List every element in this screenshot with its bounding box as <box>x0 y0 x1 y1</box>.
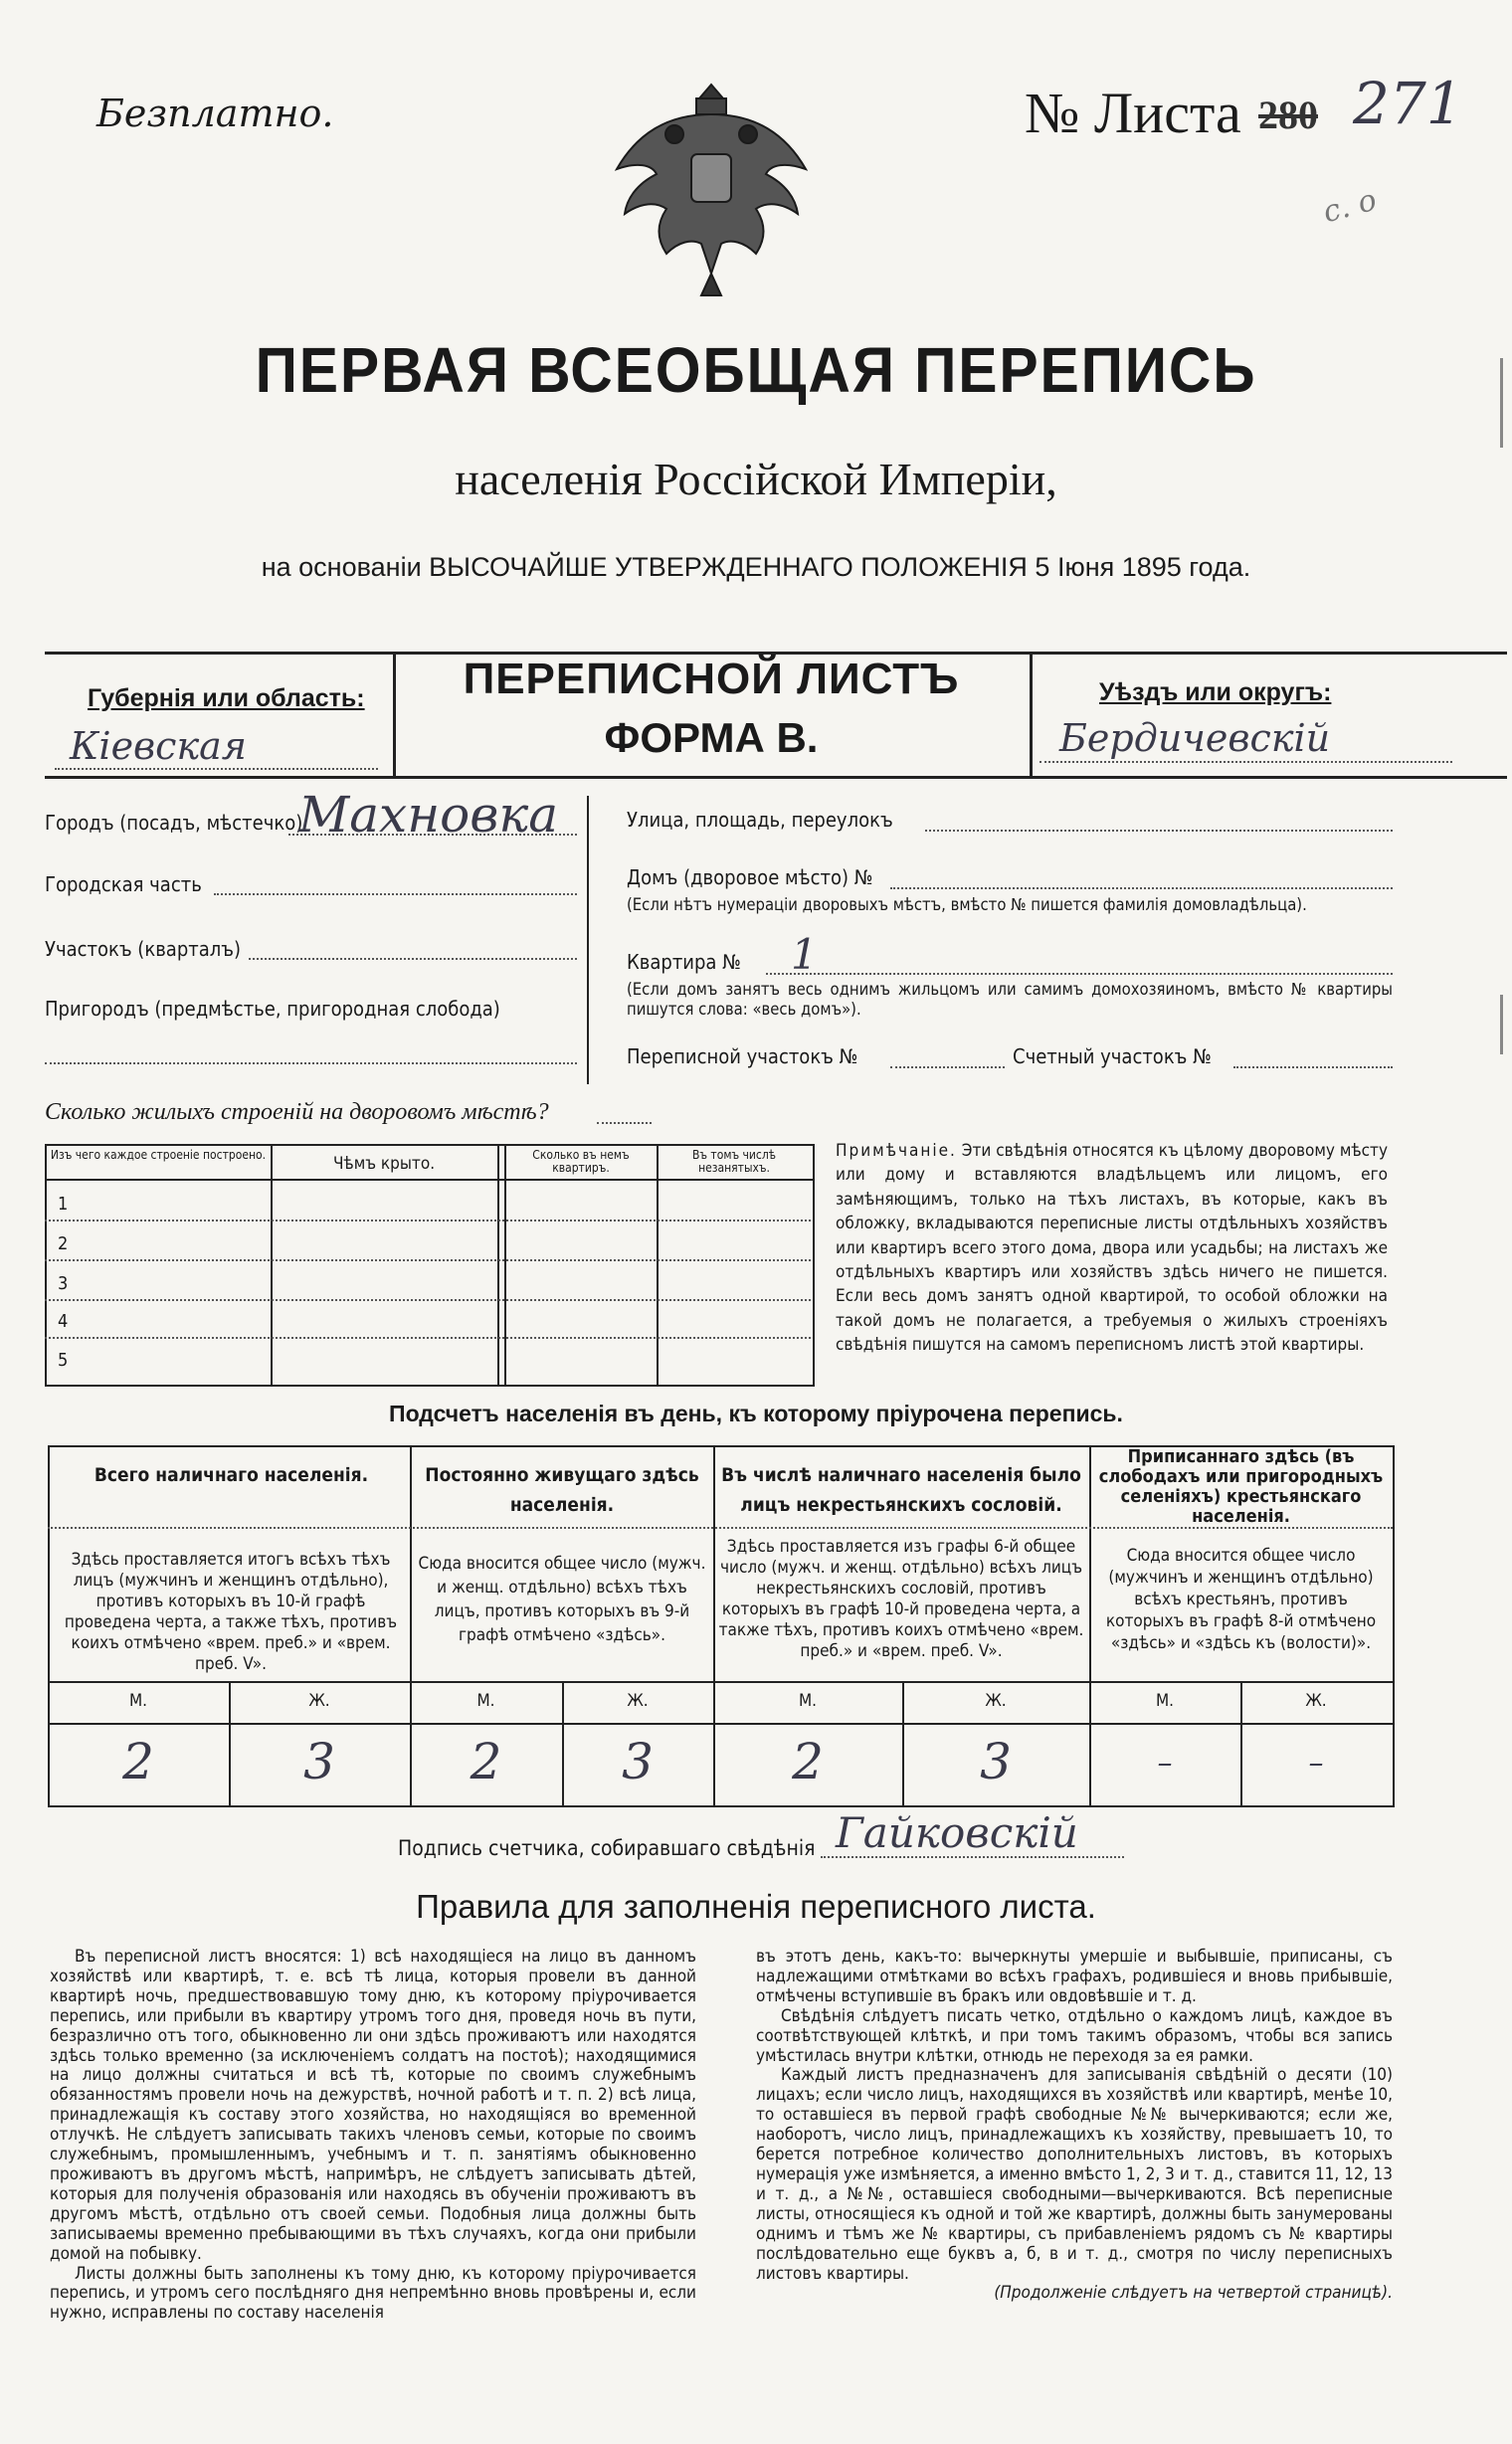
sheet-number-struck: 280 <box>1258 93 1318 137</box>
count-col-total-m-value[interactable]: 2 <box>122 1733 154 1790</box>
sheet-label: № Листа <box>1025 81 1241 145</box>
chast-label: Городская часть <box>45 872 202 896</box>
kvartira-value[interactable]: 1 <box>791 930 818 979</box>
note-text: Эти свѣдѣнія относятся къ цѣлому дворовому мѣсту или дому и вставляются владѣльцемъ или лицомъ, его замѣняющимъ, только на тѣхъ листахъ, въ которые, какъ въ обложку, вкладываются переписные листы отдѣльныхъ хозяйствъ или квартиръ всего этого дома, двора или усадьбы; на листахъ же отдѣльныхъ квартиръ или хозяйствъ здѣсь ничего не пишется. Если весь домъ занятъ одной квартирой, то особой обложки на такой домъ не полагается, а требуемыя о жилыхъ строеніяхъ свѣдѣнія пишутся на самомъ переписномъ листѣ этой квартиры. <box>836 1141 1388 1356</box>
count-col-peasant-head: Приписаннаго здѣсь (въ слободахъ или пригородныхъ селеніяхъ) крестьянскаго населенія. <box>1098 1446 1384 1527</box>
signature-label: Подпись счетчика, собиравшаго свѣдѣнія <box>398 1836 816 1860</box>
schetny-label: Счетный участокъ № <box>1013 1044 1212 1068</box>
page-subtitle: населенія Россійской Имперіи, <box>455 454 1057 504</box>
count-col-total-head: Всего наличнаго населенія. <box>94 1464 369 1486</box>
form-title: ПЕРЕПИСНОЙ ЛИСТЪ <box>463 655 960 703</box>
legal-basis: на основаніи ВЫСОЧАЙШЕ УТВЕРЖДЕННАГО ПОЛОЖЕНІЯ 5 Іюня 1895 года. <box>261 552 1251 582</box>
rules-right-paragraph-3: Каждый листъ предназначенъ для записыванія свѣдѣній о десяти (10) лицахъ; если число лицъ, находящихся въ хозяйствѣ или квартирѣ, менѣе 10, то оставшіеся въ первой графѣ свободные №№ вычеркиваются; если же, наоборотъ, число лицъ, принадлежащихъ къ хозяйству, превышаетъ 10, то берется потребное количество дополнительныхъ листовъ, въ которыхъ нумерація уже измѣняется, а именно вмѣсто 1, 2, 3 и т. д., ставится 11, 12, 13 и т. д., а №№, оставшіеся свободными—вычеркиваются. Всѣ переписные листы, относящіеся къ одной и той же квартирѣ, должны быть занумерованы однимъ и тѣмъ же № квартиры, съ прибавленіемъ рядомъ съ № квартиры послѣдовательно еще буквъ а, б, в и т. д., смотря по числу переписныхъ листовъ квартиры. <box>756 2065 1393 2284</box>
count-col-permanent-m-label: М. <box>476 1691 495 1711</box>
count-col-total-f-label: Ж. <box>308 1691 330 1711</box>
scan-edge-mark <box>1500 995 1503 1054</box>
ulitsa-label: Улица, площадь, переулокъ <box>627 808 893 832</box>
form-type: ФОРМА В. <box>604 714 819 761</box>
gorod-label: Городъ (посадъ, мѣстечко) <box>45 811 303 835</box>
buildings-col-apartments: Сколько въ немъ квартиръ. <box>532 1148 630 1175</box>
count-col-nonpeasant-f-label: Ж. <box>985 1691 1007 1711</box>
rules-title: Правила для заполненія переписного листа. <box>416 1888 1096 1925</box>
note-title: Примѣчаніе. <box>836 1141 957 1161</box>
pencil-mark: с. о <box>1319 182 1381 231</box>
uezd-label: Уѣздъ или округъ: <box>1099 678 1332 706</box>
count-col-peasant-m-label: М. <box>1155 1691 1175 1711</box>
count-col-peasant-desc: Сюда вносится общее число (мужчинъ и женщинъ отдѣльно) всѣхъ крестьянъ, противъ которыхъ въ графѣ 8-й отмѣчено «здѣсь» и «здѣсь къ (волости)». <box>1105 1546 1377 1653</box>
count-col-total-m-label: М. <box>128 1691 148 1711</box>
buildings-col-roof: Чѣмъ крыто. <box>332 1154 436 1174</box>
note-block <box>836 1139 1388 1358</box>
gubernia-value[interactable]: Кіевская <box>70 724 247 768</box>
perepisnoi-field[interactable] <box>890 1066 1005 1068</box>
rules-right-paragraph-1: въ этотъ день, какъ-то: вычеркнуты умершіе и выбывшіе, приписаны, съ надлежащими отмѣтками во всѣхъ графахъ, родившіеся и вновь прибывшіе, отмѣчены вступившіе въ бракъ или овдовѣвшіе и т. д. <box>756 1947 1393 2006</box>
count-col-permanent-head: Постоянно живущаго здѣсь населенія. <box>425 1464 699 1516</box>
gubernia-label: Губернія или область: <box>88 684 365 712</box>
count-col-total-f-value[interactable]: 3 <box>303 1733 335 1790</box>
dom-label: Домъ (дворовое мѣсто) № <box>627 865 873 889</box>
count-col-nonpeasant-m-value[interactable]: 2 <box>792 1733 824 1790</box>
count-col-peasant-m-value[interactable]: – <box>1157 1746 1173 1781</box>
prigorod-field[interactable] <box>45 1062 577 1064</box>
counter-signature[interactable]: Гайковскій <box>836 1808 1078 1857</box>
count-col-nonpeasant-head: Въ числѣ наличнаго населенія было лицъ некрестьянскихъ сословій. <box>721 1464 1081 1516</box>
header-bottom-rule <box>45 776 1507 779</box>
scan-edge-mark <box>1500 358 1503 448</box>
kvartira-label: Квартира № <box>627 950 741 974</box>
count-col-permanent-m-value[interactable]: 2 <box>470 1733 502 1790</box>
count-col-nonpeasant-desc: Здѣсь проставляется изъ графы 6-й общее число (мужч. и женщ. отдѣльно) всѣхъ лицъ некрестьянскихъ сословій, противъ которыхъ въ графѣ 10-й проведена черта, а также тѣхъ, противъ коихъ отмѣчено «врем. преб.» и «врем. преб. V». <box>718 1537 1084 1661</box>
sheet-number-handwritten: 271 <box>1353 70 1463 137</box>
free-label: Безплатно. <box>96 92 334 135</box>
uezd-value[interactable]: Бердичевскій <box>1059 716 1331 760</box>
buildings-row-label: 5 <box>58 1350 69 1371</box>
count-col-permanent-desc: Сюда вносится общее число (мужч. и женщ. отдѣльно) всѣхъ тѣхъ лицъ, противъ которыхъ въ 9-й графѣ отмѣчено «здѣсь». <box>418 1554 706 1645</box>
perepisnoi-label: Переписной участокъ № <box>627 1044 858 1068</box>
kvartira-note: (Если домъ занятъ весь однимъ жильцомъ или самимъ домохозяиномъ, вмѣсто № квартиры пишутся слова: «весь домъ»). <box>627 980 1393 1019</box>
double-headed-eagle-emblem <box>597 75 826 303</box>
count-col-peasant-f-value[interactable]: – <box>1308 1746 1324 1781</box>
schetny-field[interactable] <box>1233 1066 1393 1068</box>
buildings-question: Сколько жилыхъ строеній на дворовомъ мѣстѣ? <box>45 1099 549 1125</box>
ulitsa-field[interactable] <box>925 830 1393 832</box>
rules-left-column <box>50 1948 696 2324</box>
rules-continued-note: (Продолженіе слѣдуетъ на четвертой страницѣ). <box>994 2283 1393 2304</box>
count-title: Подсчетъ населенія въ день, къ которому пріурочена перепись. <box>389 1401 1123 1426</box>
count-col-nonpeasant-f-value[interactable]: 3 <box>980 1733 1012 1790</box>
rules-left-paragraph-2: Листы должны быть заполнены къ тому дню, къ которому пріурочивается перепись, и утромъ сего послѣдняго дня непремѣнно вновь провѣрены и, если нужно, исправлены по составу населенія <box>50 2263 696 2324</box>
uchastok-field[interactable] <box>249 958 577 960</box>
chast-field[interactable] <box>214 893 577 895</box>
dom-field[interactable] <box>890 887 1393 889</box>
buildings-row-label: 1 <box>58 1194 69 1215</box>
count-col-permanent-f-label: Ж. <box>627 1691 649 1711</box>
buildings-row-label: 2 <box>58 1233 69 1254</box>
count-col-total-desc: Здѣсь проставляется итогъ всѣхъ тѣхъ лицъ (мужчинъ и женщинъ отдѣльно), противъ которыхъ въ 10-й графѣ проведена черта, а также тѣхъ, противъ коихъ отмѣчено «врем. преб.» и «врем. преб. V». <box>64 1550 398 1674</box>
page-title: ПЕРВАЯ ВСЕОБЩАЯ ПЕРЕПИСЬ <box>255 334 1257 406</box>
prigorod-label: Пригородъ (предмѣстье, пригородная слобода) <box>45 997 500 1021</box>
rules-right-column <box>756 1948 1393 2304</box>
rules-left-paragraph-1: Въ переписной листъ вносятся: 1) всѣ находящіеся на лицо въ данномъ хозяйствѣ или квартирѣ, т. е. всѣ тѣ лица, которыя провели въ данной квартирѣ ночь, предшествовавшую тому дню, къ которому пріурочивается перепись, или прибыли въ квартиру утромъ того дня, проведя ночь въ пути, безразлично отъ того, обыкновенно ли они здѣсь проживаютъ или находятся здѣсь только временно (за исключеніемъ солдатъ на постоѣ); находящимися на лицо должны считаться и всѣ тѣ, которые по своимъ служебнымъ обязанностямъ провели ночь на дежурствѣ, ночной работѣ и т. п. 2) всѣ лица, принадлежащія къ составу этого хозяйства, но находящіяся во временной отлучкѣ. Не слѣдуетъ записывать такихъ членовъ семьи, которые по своимъ служебнымъ, промышленнымъ, учебнымъ и т. п. занятіямъ обыкновенно проживаютъ въ другомъ мѣстѣ, напримѣръ, не слѣдуетъ записывать дѣтей, которыя для полученія образованія или находясь въ обученіи проживаютъ въ другомъ мѣстѣ, отдѣльно отъ своей семьи. Подобныя лица должны быть записываемы временно пребывающими въ тѣхъ случаяхъ, когда они прибыли домой на побывку. <box>50 1947 696 2264</box>
buildings-col-material: Изъ чего каждое строеніе построено. <box>50 1148 267 1162</box>
buildings-row-label: 4 <box>58 1311 69 1332</box>
gorod-value[interactable]: Махновка <box>298 786 559 844</box>
uchastok-label: Участокъ (кварталъ) <box>45 937 241 961</box>
rules-right-paragraph-2: Свѣдѣнія слѣдуетъ писать четко, отдѣльно о каждомъ лицѣ, каждое въ соотвѣтствующей клѣткѣ, и при томъ такимъ образомъ, чтобы вся запись умѣстилась внутри клѣтки, отнюдь не переходя за ея рамки. <box>756 2005 1393 2066</box>
buildings-col-vacant: Въ томъ числѣ незанятыхъ. <box>691 1148 777 1175</box>
count-col-permanent-f-value[interactable]: 3 <box>622 1733 654 1790</box>
count-col-nonpeasant-m-label: М. <box>798 1691 818 1711</box>
buildings-row-label: 3 <box>58 1273 69 1294</box>
dom-note: (Если нѣтъ нумераціи дворовыхъ мѣстъ, вмѣсто № пишется фамилія домовладѣльца). <box>627 895 1307 914</box>
count-col-peasant-f-label: Ж. <box>1305 1691 1327 1711</box>
